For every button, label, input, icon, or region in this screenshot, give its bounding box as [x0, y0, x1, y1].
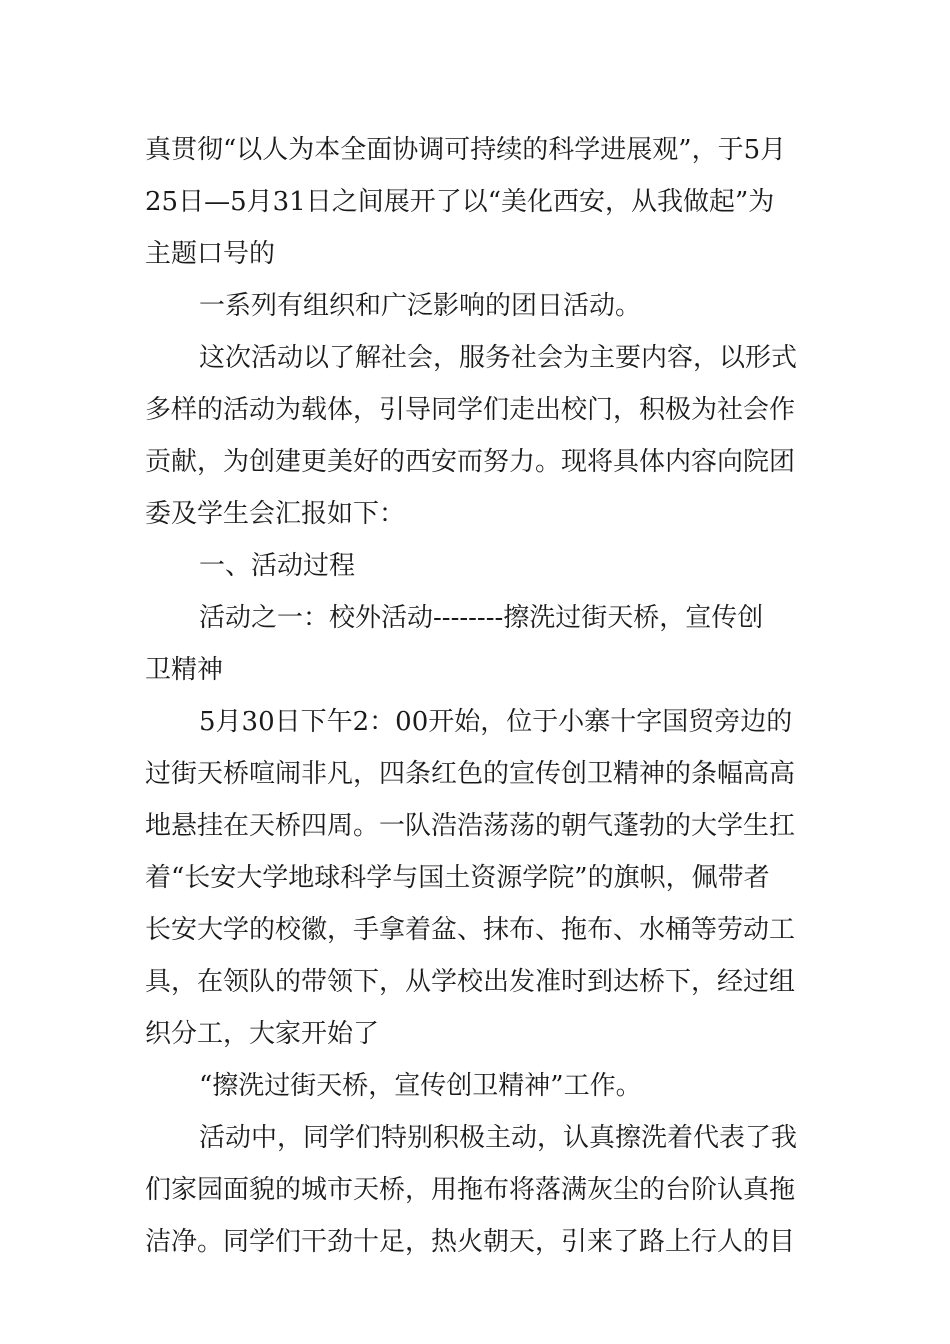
heading-text: 一、活动过程 — [199, 551, 356, 581]
paragraph-6 — [145, 1112, 807, 1268]
document-body — [145, 124, 807, 1268]
text-line: 真贯彻“以人为本全面协调可持续的科学进展观”，于5月 — [145, 135, 787, 165]
text-line: 一系列有组织和广泛影响的团日活动。 — [199, 291, 642, 321]
paragraph-5 — [145, 1060, 807, 1112]
text-line: 活动中，同学们特别积极主动，认真擦洗着代表了我 — [199, 1123, 798, 1153]
text-line: 着“长安大学地球科学与国土资源学院”的旗帜，佩带者 — [145, 863, 770, 893]
paragraph-2 — [145, 280, 807, 332]
text-line: 具，在领队的带领下，从学校出发准时到达桥下，经过组 — [145, 967, 796, 997]
text-line: 委及学生会汇报如下： — [145, 499, 406, 529]
text-line: 们家园面貌的城市天桥，用拖布将落满灰尘的台阶认真拖 — [145, 1175, 796, 1205]
text-line: 贡献，为创建更美好的西安而努力。现将具体内容向院团 — [145, 447, 796, 477]
text-line: “擦洗过街天桥，宣传创卫精神”工作。 — [199, 1071, 642, 1101]
text-line: 卫精神 — [145, 655, 224, 685]
text-line: 活动之一：校外活动--------擦洗过街天桥，宣传创 — [199, 603, 764, 633]
paragraph-3 — [145, 332, 807, 540]
activity-title — [145, 592, 807, 696]
paragraph-1 — [145, 124, 807, 280]
text-line: 织分工，大家开始了 — [145, 1019, 380, 1049]
text-line: 洁净。同学们干劲十足，热火朝天，引来了路上行人的目 — [145, 1227, 796, 1257]
text-line: 这次活动以了解社会，服务社会为主要内容，以形式 — [199, 343, 798, 373]
text-line: 长安大学的校徽，手拿着盆、抹布、拖布、水桶等劳动工 — [145, 915, 796, 945]
paragraph-4 — [145, 696, 807, 1060]
text-line: 5月30日下午2：00开始，位于小寨十字国贸旁边的 — [199, 707, 793, 737]
text-line: 多样的活动为载体，引导同学们走出校门，积极为社会作 — [145, 395, 796, 425]
text-line: 地悬挂在天桥四周。一队浩浩荡荡的朝气蓬勃的大学生扛 — [145, 811, 796, 841]
text-line: 25日—5月31日之间展开了以“美化西安，从我做起”为 — [145, 187, 775, 217]
text-line: 过街天桥喧闹非凡，四条红色的宣传创卫精神的条幅高高 — [145, 759, 796, 789]
text-line: 主题口号的 — [145, 239, 276, 269]
section-heading — [145, 540, 807, 592]
